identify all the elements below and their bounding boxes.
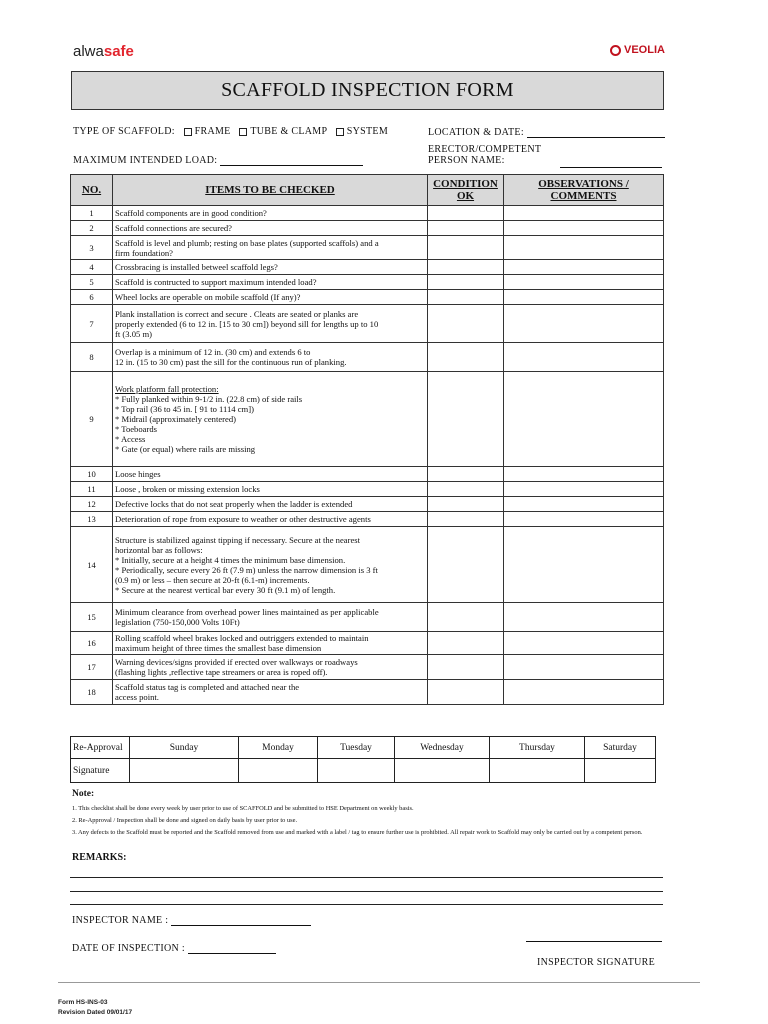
row-item-line: Deterioration of rope from exposure to weather or other destructive agents xyxy=(115,514,371,524)
row-item xyxy=(113,275,428,290)
footer-divider xyxy=(58,982,700,983)
header-no: NO. xyxy=(71,175,113,206)
observations-cell[interactable] xyxy=(504,527,664,603)
note-item: 1. This checklist shall be done every week by user prior to use of SCAFFOLD and be submitted to HSE Department on weekly basis. xyxy=(72,805,414,812)
row-item-line: Scaffold connections are secured? xyxy=(115,223,232,233)
signature-label: Signature xyxy=(71,759,130,783)
max-load-field xyxy=(73,155,363,166)
row-item-line: maximum height of three times the smallest base dimension xyxy=(115,643,322,653)
row-number: 5 xyxy=(71,275,113,290)
inspector-name-line[interactable] xyxy=(171,925,311,926)
day-monday: Monday xyxy=(239,737,318,759)
row-item-line: access point. xyxy=(115,692,159,702)
row-item-line: Structure is stabilized against tipping if necessary. Secure at the nearest xyxy=(115,534,360,545)
option-tube-clamp-label: TUBE & CLAMP xyxy=(250,126,327,137)
row-number: 13 xyxy=(71,512,113,527)
row-item-line: * Access xyxy=(115,434,146,444)
max-load-label: MAXIMUM INTENDED LOAD: xyxy=(73,155,218,166)
condition-cell[interactable] xyxy=(428,275,504,290)
signature-cell[interactable] xyxy=(130,759,239,783)
day-saturday: Saturday xyxy=(585,737,656,759)
reapproval-label: Re-Approval xyxy=(71,737,130,759)
observations-cell[interactable] xyxy=(504,655,664,680)
table-row xyxy=(71,372,664,467)
row-number: 2 xyxy=(71,221,113,236)
row-number: 17 xyxy=(71,655,113,680)
observations-cell[interactable] xyxy=(504,260,664,275)
scaffold-type-field xyxy=(73,126,388,137)
row-item-line: properly extended (6 to 12 in. [15 to 30 cm]) beyond sill for lengths up to 10 xyxy=(115,318,379,329)
row-item-line: (0.9 m) or less – then secure at 20-ft (6.1-m) increments. xyxy=(115,574,310,585)
condition-cell[interactable] xyxy=(428,497,504,512)
table-header-row xyxy=(71,175,664,206)
row-item-line: Rolling scaffold wheel brakes locked and outriggers extended to maintain xyxy=(115,633,369,643)
row-item xyxy=(113,655,428,680)
table-row xyxy=(71,527,664,603)
condition-cell[interactable] xyxy=(428,467,504,482)
row-item-line: Scaffold is contructed to support maximum intended load? xyxy=(115,277,317,287)
signature-cell[interactable] xyxy=(318,759,395,783)
remarks-line[interactable] xyxy=(70,877,663,878)
note-item: 3. Any defects to the Scaffold must be reported and the Scaffold removed from use and marked with a label / tag to ensure further use is prohibited. All repair work to Scaffold may only be carried out by a competent person. xyxy=(72,829,643,836)
table-row xyxy=(71,305,664,343)
row-item-line: firm foundation? xyxy=(115,247,173,258)
row-item-line: Crossbracing is installed betweel scaffold legs? xyxy=(115,262,278,272)
erector-label-line1: ERECTOR/COMPETENT xyxy=(428,144,542,155)
option-system-label: SYSTEM xyxy=(346,126,389,137)
day-sunday: Sunday xyxy=(130,737,239,759)
row-item-line: Minimum clearance from overhead power lines maintained as per applicable xyxy=(115,607,379,617)
observations-cell[interactable] xyxy=(504,512,664,527)
row-item-line: * Initially, secure at a height 4 times the minimum base dimension. xyxy=(115,554,346,565)
row-number: 11 xyxy=(71,482,113,497)
remarks-line[interactable] xyxy=(70,891,663,892)
row-item-line: Defective locks that do not seat properly when the ladder is extended xyxy=(115,499,353,509)
row-item-line: Warning devices/signs provided if erected over walkways or roadways xyxy=(115,657,358,667)
location-date-line[interactable] xyxy=(527,137,665,138)
row-number: 7 xyxy=(71,305,113,343)
row-item xyxy=(113,603,428,632)
remarks-label: REMARKS: xyxy=(72,852,127,863)
condition-cell[interactable] xyxy=(428,260,504,275)
row-item-line: * Toeboards xyxy=(115,424,157,434)
row-item xyxy=(113,527,428,603)
observations-cell[interactable] xyxy=(504,305,664,343)
row-number: 8 xyxy=(71,343,113,372)
row-item-line: Overlap is a minimum of 12 in. (30 cm) and extends 6 to xyxy=(115,347,311,357)
logo-text: alwa xyxy=(73,43,104,60)
row-item xyxy=(113,497,428,512)
observations-cell[interactable] xyxy=(504,343,664,372)
inspection-date-field xyxy=(72,943,276,954)
condition-cell[interactable] xyxy=(428,680,504,705)
row-number: 1 xyxy=(71,206,113,221)
system-checkbox[interactable] xyxy=(336,128,344,136)
signature-cell[interactable] xyxy=(490,759,585,783)
row-item xyxy=(113,680,428,705)
table-row xyxy=(71,275,664,290)
row-item-heading: Work platform fall protection: xyxy=(115,384,219,394)
condition-cell[interactable] xyxy=(428,655,504,680)
row-item xyxy=(113,512,428,527)
reapproval-header-row xyxy=(71,737,656,759)
reapproval-table xyxy=(70,736,656,783)
row-item-line: (flashing lights ,reflective tape streamers or area is roped off). xyxy=(115,667,328,677)
veolia-logo xyxy=(610,44,665,56)
row-item-line: * Secure at the nearest vertical bar every 30 ft (9.1 m) of length. xyxy=(115,584,336,595)
header-observations: OBSERVATIONS / COMMENTS xyxy=(504,175,664,206)
row-item-line: * Fully planked within 9-1/2 in. (22.8 cm) of side rails xyxy=(115,394,303,404)
row-number: 9 xyxy=(71,372,113,467)
location-date-field xyxy=(428,127,665,138)
row-number: 14 xyxy=(71,527,113,603)
row-item-line: 12 in. (15 to 30 cm) past the sill for the continuous run of planking. xyxy=(115,357,347,367)
row-number: 6 xyxy=(71,290,113,305)
day-thursday: Thursday xyxy=(490,737,585,759)
observations-cell[interactable] xyxy=(504,206,664,221)
table-row xyxy=(71,632,664,655)
row-number: 10 xyxy=(71,467,113,482)
observations-cell[interactable] xyxy=(504,603,664,632)
row-item-line: Wheel locks are operable on mobile scaffold (If any)? xyxy=(115,292,301,302)
condition-cell[interactable] xyxy=(428,512,504,527)
veolia-logo-text: VEOLIA xyxy=(624,44,665,56)
row-item-line: Loose , broken or missing extension locks xyxy=(115,484,260,494)
table-row xyxy=(71,482,664,497)
header-condition: CONDITION OK xyxy=(428,175,504,206)
row-item-line: * Periodically, secure every 26 ft (7.9 m) unless the narrow dimension is 3 ft xyxy=(115,564,378,575)
row-item-line: legislation (750-150,000 Volts 10Ft) xyxy=(115,617,240,627)
observations-cell[interactable] xyxy=(504,221,664,236)
condition-cell[interactable] xyxy=(428,221,504,236)
row-item-line: * Gate (or equal) where rails are missing xyxy=(115,444,256,454)
inspector-signature-label: INSPECTOR SIGNATURE xyxy=(537,957,656,968)
table-row xyxy=(71,655,664,680)
logo-accent-text: safe xyxy=(103,43,134,60)
inspection-checklist-table xyxy=(70,174,664,705)
signature-cell[interactable] xyxy=(239,759,318,783)
header-items: ITEMS TO BE CHECKED xyxy=(113,175,428,206)
row-item xyxy=(113,305,428,343)
condition-cell[interactable] xyxy=(428,527,504,603)
inspection-date-line[interactable] xyxy=(188,953,276,954)
row-item xyxy=(113,343,428,372)
veolia-mark-icon xyxy=(610,45,621,56)
inspector-signature-line[interactable] xyxy=(526,941,662,942)
observations-cell[interactable] xyxy=(504,497,664,512)
location-date-label: LOCATION & DATE: xyxy=(428,127,524,138)
signature-cell[interactable] xyxy=(395,759,490,783)
form-number: Form HS-INS-03 xyxy=(58,999,108,1006)
row-item xyxy=(113,236,428,260)
inspector-name-field xyxy=(72,915,311,926)
scaffold-type-label: TYPE OF SCAFFOLD: xyxy=(73,126,175,137)
condition-cell[interactable] xyxy=(428,482,504,497)
observations-cell[interactable] xyxy=(504,236,664,260)
observations-cell[interactable] xyxy=(504,467,664,482)
condition-cell[interactable] xyxy=(428,343,504,372)
table-row xyxy=(71,206,664,221)
row-item xyxy=(113,467,428,482)
row-item xyxy=(113,290,428,305)
inspector-name-label: INSPECTOR NAME : xyxy=(72,915,169,926)
table-row xyxy=(71,467,664,482)
row-item xyxy=(113,260,428,275)
frame-checkbox[interactable] xyxy=(184,128,192,136)
erector-field xyxy=(428,144,541,166)
observations-cell[interactable] xyxy=(504,290,664,305)
row-number: 12 xyxy=(71,497,113,512)
observations-cell[interactable] xyxy=(504,372,664,467)
row-item-line: Loose hinges xyxy=(115,469,161,479)
table-row xyxy=(71,497,664,512)
row-item xyxy=(113,206,428,221)
observations-cell[interactable] xyxy=(504,632,664,655)
row-item-line: * Midrail (approximately centered) xyxy=(115,414,236,424)
row-item xyxy=(113,632,428,655)
row-item xyxy=(113,372,428,467)
row-item-line: Plank installation is correct and secure . Cleats are seated or planks are xyxy=(115,308,359,319)
table-row xyxy=(71,290,664,305)
tube-clamp-checkbox[interactable] xyxy=(239,128,247,136)
row-number: 18 xyxy=(71,680,113,705)
table-row xyxy=(71,603,664,632)
row-item xyxy=(113,482,428,497)
condition-cell[interactable] xyxy=(428,206,504,221)
condition-cell[interactable] xyxy=(428,290,504,305)
table-row xyxy=(71,680,664,705)
table-row xyxy=(71,236,664,260)
condition-cell[interactable] xyxy=(428,236,504,260)
observations-cell[interactable] xyxy=(504,275,664,290)
signature-cell[interactable] xyxy=(585,759,656,783)
condition-cell[interactable] xyxy=(428,632,504,655)
table-row xyxy=(71,512,664,527)
row-number: 4 xyxy=(71,260,113,275)
note-heading: Note: xyxy=(72,789,95,799)
option-frame-label: FRAME xyxy=(194,126,231,137)
day-wednesday: Wednesday xyxy=(395,737,490,759)
row-item-line: Scaffold is level and plumb; resting on base plates (supported scaffols) and a xyxy=(115,237,379,248)
erector-label-line2: PERSON NAME: xyxy=(428,155,505,166)
table-row xyxy=(71,343,664,372)
revision-date: Revision Dated 09/01/17 xyxy=(58,1009,133,1016)
alwa-safe-logo xyxy=(73,43,134,60)
table-row xyxy=(71,221,664,236)
table-row xyxy=(71,260,664,275)
row-number: 15 xyxy=(71,603,113,632)
condition-cell[interactable] xyxy=(428,603,504,632)
observations-cell[interactable] xyxy=(504,482,664,497)
condition-cell[interactable] xyxy=(428,372,504,467)
row-item-line: Scaffold status tag is completed and attached near the xyxy=(115,682,300,692)
row-item-line: ft (3.05 m) xyxy=(115,328,152,339)
row-number: 16 xyxy=(71,632,113,655)
condition-cell[interactable] xyxy=(428,305,504,343)
inspection-date-label: DATE OF INSPECTION : xyxy=(72,943,185,954)
row-item-line: horizontal bar as follows: xyxy=(115,544,203,555)
erector-name-line[interactable] xyxy=(560,167,662,168)
day-tuesday: Tuesday xyxy=(318,737,395,759)
row-number: 3 xyxy=(71,236,113,260)
observations-cell[interactable] xyxy=(504,680,664,705)
signature-row xyxy=(71,759,656,783)
row-item xyxy=(113,221,428,236)
form-title: SCAFFOLD INSPECTION FORM xyxy=(71,71,664,110)
row-item-line: * Top rail (36 to 45 in. [ 91 to 1114 cm]) xyxy=(115,404,254,414)
max-load-line[interactable] xyxy=(220,165,363,166)
note-item: 2. Re-Approval / Inspection shall be done and signed on daily basis by user prior to use. xyxy=(72,817,298,824)
remarks-line[interactable] xyxy=(70,904,663,905)
row-item-line: Scaffold components are in good condition? xyxy=(115,208,267,218)
